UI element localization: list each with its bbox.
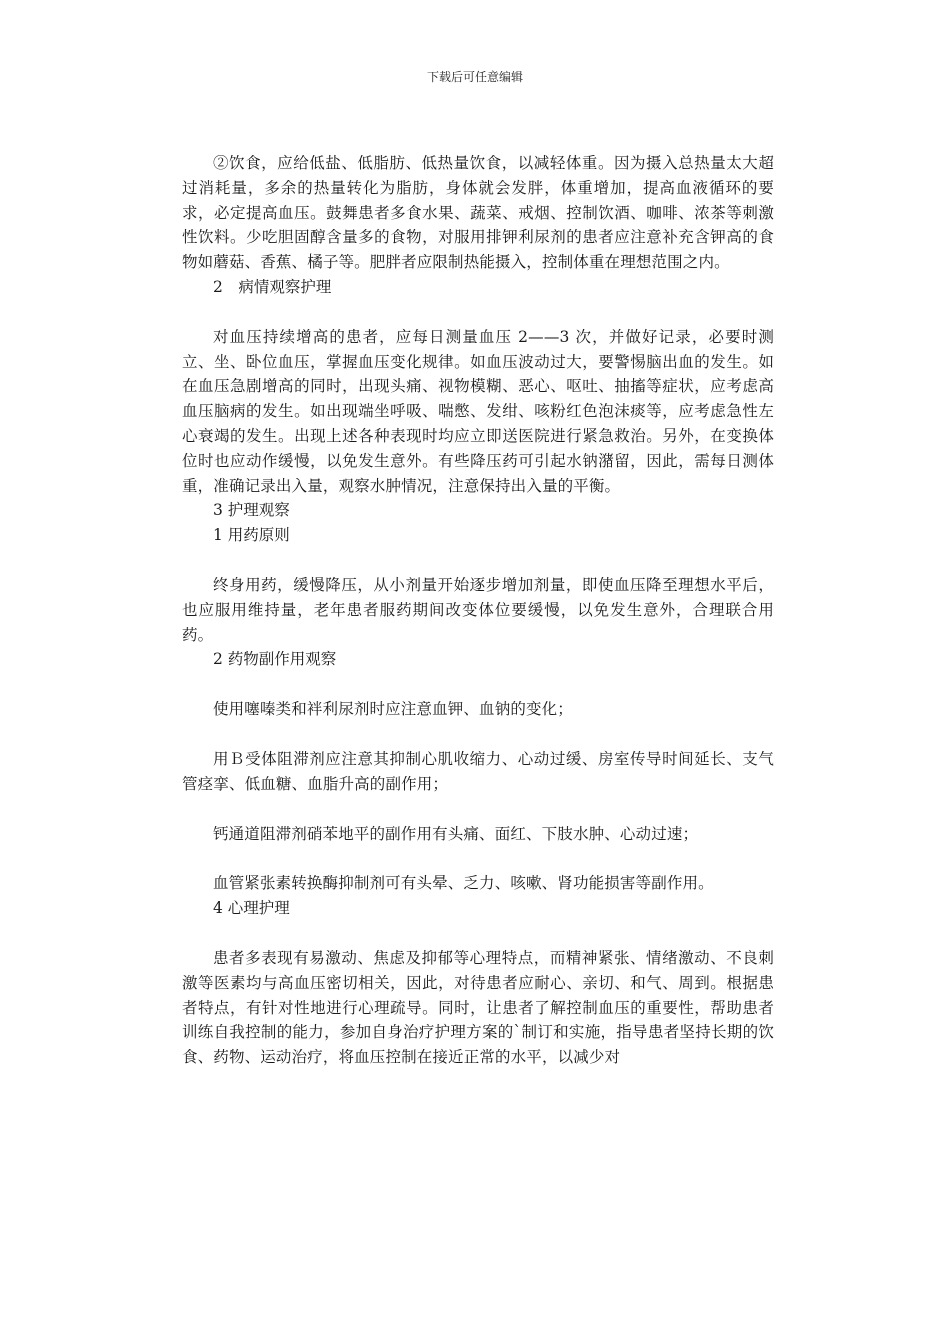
heading-psychological-care: 4 心理护理: [213, 899, 290, 918]
page-header: 下载后可任意编辑: [426, 70, 523, 84]
paragraph-thiazide: 使用噻嗪类和袢利尿剂时应注意血钾、血钠的变化；: [213, 700, 573, 719]
paragraph-psychological-care: 患者多表现有易激动、焦虑及抑郁等心理特点，而精神紧张、情绪激动、不良刺激等医素均与高血压密切相关，因此，对待患者应耐心、亲切、和气、周到。根据患者特点，有针对性地进行心理疏导。同时，让患者了解控制血压的重要性，帮助患者训练自我控制的能力，参加自身治疗护理方案的`制订和实施，指导患者坚持长期的饮食、药物、运动治疗，将血压控制在接近正常的水平，以减少对: [182, 948, 774, 1067]
paragraph-blood-pressure-monitoring: 对血压持续增高的患者，应每日测量血压 2——3 次，并做好记录，必要时测立、坐、卧位血压，掌握血压变化规律。如血压波动过大，要警惕脑出血的发生。如在血压急剧增高的同时，出现头痛、视物模糊、恶心、呕吐、抽搐等症状，应考虑高血压脑病的发生。如出现端坐呼吸、喘憋、发绀、咳粉红色泡沫痰等，应考虑急性左心衰竭的发生。出现上述各种表现时均应立即送医院进行紧急救治。另外，在变换体位时也应动作缓慢，以免发生意外。有些降压药可引起水钠潴留，因此，需每日测体重，准确记录出入量，观察水肿情况，注意保持出入量的平衡。: [182, 327, 774, 495]
paragraph-ace-inhibitor: 血管紧张素转换酶抑制剂可有头晕、乏力、咳嗽、肾功能损害等副作用。: [213, 874, 714, 893]
heading-side-effects: 2 药物副作用观察: [213, 650, 337, 669]
heading-nursing-observation: 3 护理观察: [213, 501, 290, 520]
paragraph-medication-principles: 终身用药，缓慢降压，从小剂量开始逐步增加剂量，即使血压降至理想水平后，也应服用维持量，老年患者服药期间改变体位要缓慢，以免发生意外，合理联合用药。: [182, 575, 774, 644]
paragraph-calcium-channel: 钙通道阻滞剂硝苯地平的副作用有头痛、面红、下肢水肿、心动过速；: [213, 824, 699, 843]
paragraph-diet: ②饮食，应给低盐、低脂肪、低热量饮食，以减轻体重。因为摄入总热量太大超过消耗量，多余的热量转化为脂肪，身体就会发胖，体重增加，提高血液循环的要求，必定提高血压。鼓舞患者多食水果、蔬菜、戒烟、控制饮酒、咖啡、浓茶等刺激性饮料。少吃胆固醇含量多的食物，对服用排钾利尿剂的患者应注意补充含钾高的食物如蘑菇、香蕉、橘子等。肥胖者应限制热能摄入，控制体重在理想范围之内。: [182, 154, 774, 272]
document-body: [182, 151, 774, 1070]
heading-medication-principles: 1 用药原则: [213, 526, 290, 545]
paragraph-beta-blocker: 用Ｂ受体阻滞剂应注意其抑制心肌收缩力、心动过缓、房室传导时间延长、支气管痉挛、低血糖、血脂升高的副作用；: [182, 749, 774, 793]
heading-observation-care: 2 病情观察护理: [213, 277, 332, 296]
